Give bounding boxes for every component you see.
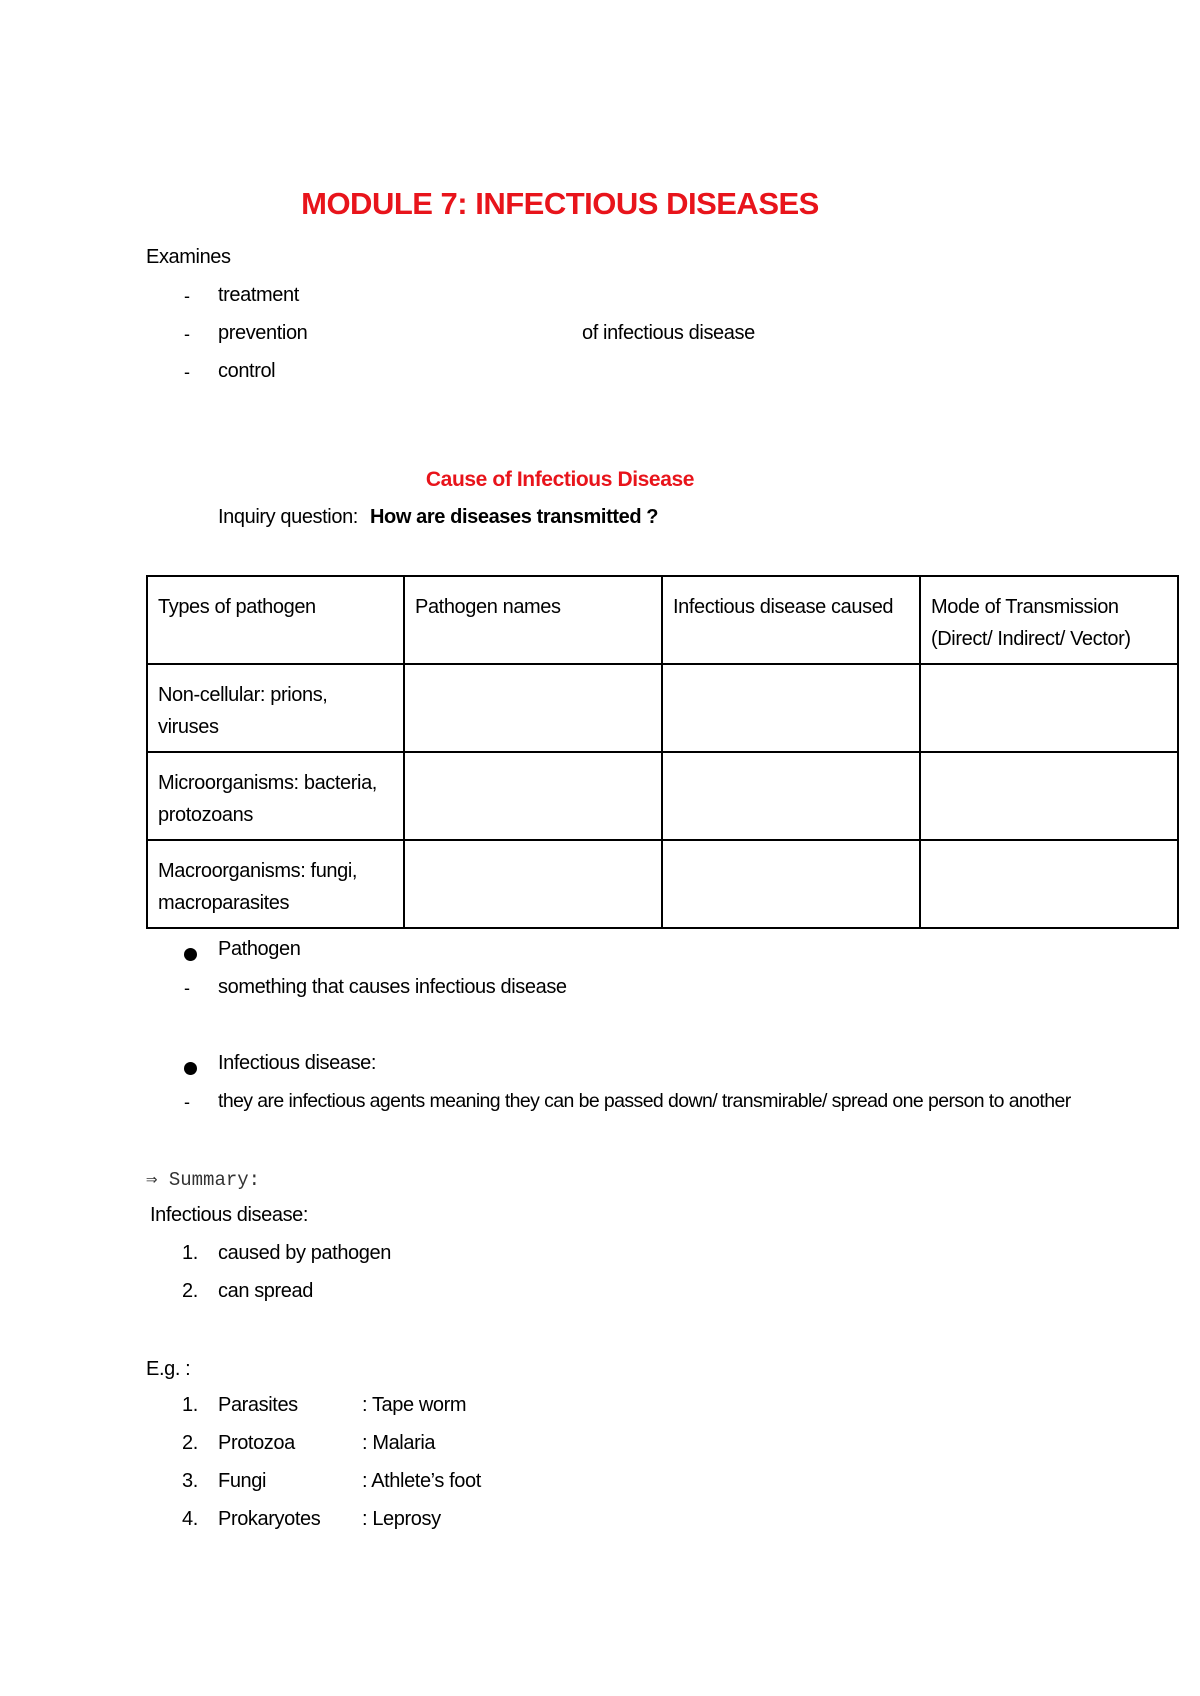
table-header-cell: Infectious disease caused bbox=[662, 576, 920, 664]
example-type: Parasites bbox=[218, 1394, 298, 1416]
summary-label: ⇒ Summary: bbox=[146, 1169, 261, 1191]
table-cell bbox=[662, 752, 920, 840]
example-value: : Leprosy bbox=[362, 1508, 441, 1530]
example-value: : Tape worm bbox=[362, 1394, 467, 1416]
summary-item-number: 1. bbox=[182, 1242, 198, 1264]
inquiry-label: Inquiry question: bbox=[218, 506, 358, 528]
table-header-cell: Pathogen names bbox=[404, 576, 662, 664]
table-row bbox=[147, 840, 1178, 928]
table-header-row bbox=[147, 576, 1178, 664]
dash-marker: - bbox=[184, 286, 190, 306]
bullet-icon bbox=[184, 948, 197, 961]
table-cell bbox=[920, 840, 1178, 928]
summary-subtitle: Infectious disease: bbox=[150, 1204, 309, 1226]
table-cell bbox=[662, 664, 920, 752]
table-cell: Non-cellular: prions, viruses bbox=[147, 664, 404, 752]
summary-item-text: caused by pathogen bbox=[218, 1242, 391, 1264]
example-number: 1. bbox=[182, 1394, 198, 1416]
table-header-cell: Mode of Transmission (Direct/ Indirect/ Vector) bbox=[920, 576, 1178, 664]
dash-marker: - bbox=[184, 362, 190, 382]
example-value: : Athlete’s foot bbox=[362, 1470, 481, 1492]
examples-label: E.g. : bbox=[146, 1358, 191, 1380]
table-cell bbox=[920, 752, 1178, 840]
table-cell bbox=[920, 664, 1178, 752]
dash-marker: - bbox=[184, 324, 190, 344]
example-type: Fungi bbox=[218, 1470, 267, 1492]
examines-label: Examines bbox=[146, 246, 231, 268]
table-header-cell: Types of pathogen bbox=[147, 576, 404, 664]
inquiry-question: How are diseases transmitted ? bbox=[370, 506, 659, 528]
definition-term: Pathogen bbox=[218, 938, 301, 960]
definition-term: Infectious disease: bbox=[218, 1052, 377, 1074]
table-cell: Microorganisms: bacteria, protozoans bbox=[147, 752, 404, 840]
table-row bbox=[147, 664, 1178, 752]
table-row bbox=[147, 752, 1178, 840]
table-cell bbox=[662, 840, 920, 928]
section-heading: Cause of Infectious Disease bbox=[425, 468, 695, 491]
example-number: 4. bbox=[182, 1508, 198, 1530]
pathogen-table bbox=[146, 575, 1179, 929]
examines-item-control: control bbox=[218, 360, 276, 382]
table-cell bbox=[404, 664, 662, 752]
example-type: Protozoa bbox=[218, 1432, 295, 1454]
table-cell bbox=[404, 840, 662, 928]
examines-item-treatment: treatment bbox=[218, 284, 299, 306]
bullet-icon bbox=[184, 1062, 197, 1075]
table-cell: Macroorganisms: fungi, macroparasites bbox=[147, 840, 404, 928]
definition-text: they are infectious agents meaning they can be passed down/ transmirable/ spread one person to another bbox=[218, 1090, 1071, 1112]
example-number: 3. bbox=[182, 1470, 198, 1492]
definition-text: something that causes infectious disease bbox=[218, 976, 567, 998]
dash-marker: - bbox=[184, 1092, 190, 1112]
table-cell bbox=[404, 752, 662, 840]
examines-item-prevention: prevention bbox=[218, 322, 308, 344]
summary-item-number: 2. bbox=[182, 1280, 198, 1302]
page-title: MODULE 7: INFECTIOUS DISEASES bbox=[301, 186, 819, 221]
summary-item-text: can spread bbox=[218, 1280, 313, 1302]
example-type: Prokaryotes bbox=[218, 1508, 321, 1530]
examines-suffix: of infectious disease bbox=[582, 322, 755, 344]
example-number: 2. bbox=[182, 1432, 198, 1454]
example-value: : Malaria bbox=[362, 1432, 436, 1454]
dash-marker: - bbox=[184, 978, 190, 998]
